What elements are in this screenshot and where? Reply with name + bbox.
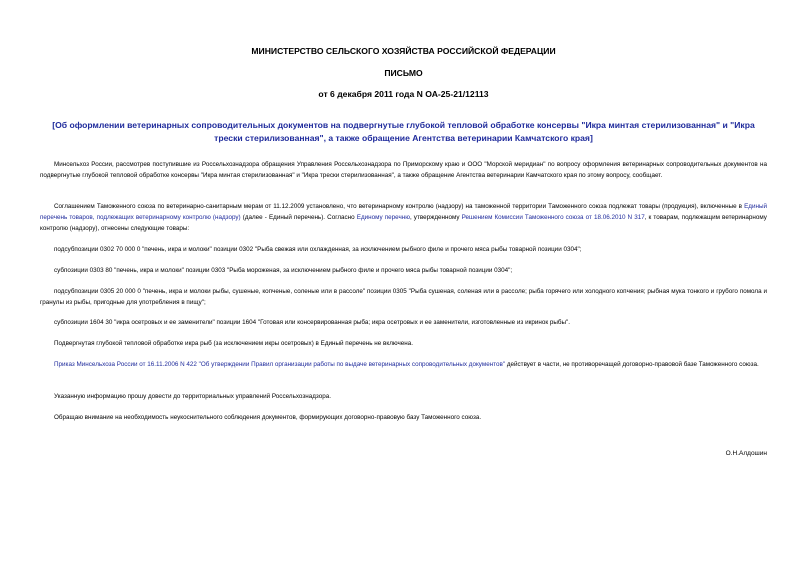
link-unified-list[interactable]: Единый перечень товаров, подлежащих ветеринарному контролю (надзору) xyxy=(40,203,767,221)
link-order-422[interactable]: Приказ Минсельхоза России от 16.11.2006 N 422 "Об утверждении Правил организации работы по выдаче ветеринарных сопроводительных документов" xyxy=(54,361,506,368)
list-item-0303: субпозиции 0303 80 "печень, икра и молоки" позиции 0303 "Рыба мороженая, за исключением рыбного филе и прочего мяса рыбы товарной позиции 0304"; xyxy=(54,267,513,274)
signature: О.Н.Алдошин xyxy=(725,450,767,457)
paragraph-instruction: Указанную информацию прошу довести до территориальных управлений Россельхознадзора. xyxy=(54,393,331,400)
link-commission-decision[interactable]: Решением Комиссии Таможенного союза от 18.06.2010 N 317 xyxy=(461,213,645,221)
document-subject: [Об оформлении ветеринарных сопроводительных документов на подвергнутые глубокой тепловой обработке консервы "Икра минтая стерилизованная" и "Икра трески стерилизованная", а также обращение Агентства ветеринарии Камчатского края] xyxy=(52,120,755,143)
list-item-1604: субпозиции 1604 30 "икра осетровых и ее заменители" позиции 1604 "Готовая или консервированная рыба; икра осетровых и ее заменители, изготовленные из икринок рыбы". xyxy=(54,319,570,326)
paragraph-order-text: действует в части, не противоречащей договорно-правовой базе Таможенного союза. xyxy=(505,361,759,368)
paragraph-attention: Обращаю внимание на необходимость неукоснительного соблюдения документов, формирующих договорно-правовую базу Таможенного союза. xyxy=(54,414,482,421)
paragraph-agreement xyxy=(40,202,767,234)
paragraph-agreement-text-b: (далее - Единый перечень). Согласно xyxy=(240,213,357,221)
paragraph-agreement-text-c: , утвержденному xyxy=(409,213,462,221)
paragraph-not-included: Подвергнутая глубокой тепловой обработке икра рыб (за исключением икры осетровых) в Единый перечень не включена. xyxy=(54,340,413,347)
paragraph-intro: Минсельхоз России, рассмотрев поступившие из Россельхознадзора обращения Управления Россельхознадзора по Приморскому краю и ООО "Морской меридиан" по вопросу оформления ветеринарных сопроводительных документов на подвергнутые глубокой тепловой обработке консервы "Икра минтая стерилизованная" и "Икра трески стерилизованная", а также обращение Агентства ветеринарии Камчатского края по этому вопросу, сообщает. xyxy=(40,161,767,179)
list-item-0302: подсубпозиции 0302 70 000 0 "печень, икра и молоки" позиции 0302 "Рыба свежая или охлажденная, за исключением рыбного филе и прочего мяса рыбы товарной позиции 0304"; xyxy=(54,246,582,253)
link-unified-list-short[interactable]: Единому перечню xyxy=(356,213,410,221)
paragraph-agreement-text-a: Соглашением Таможенного союза по ветеринарно-санитарным мерам от 11.12.2009 установлено, что ветеринарному контролю (надзору) на таможенной территории Таможенного союза подлежат товары (продукция), включенные в xyxy=(54,203,745,210)
list-item-0305: подсубпозиции 0305 20 000 0 "печень, икра и молоки рыбы, сушеные, копченые, соленые или в рассоле" позиции 0305 "Рыба сушеная, соленая или в рассоле; рыба горячего или холодного копчения; рыбная мука тонкого и грубого помола и гранулы из рыбы, пригодные для употребления в пищу"; xyxy=(40,288,767,306)
document-type: ПИСЬМО xyxy=(384,68,423,78)
paragraph-agreement-text-d: , к товарам, подлежащим ветеринарному контролю (надзору), отнесены следующие товары: xyxy=(40,213,767,232)
ministry-title: МИНИСТЕРСТВО СЕЛЬСКОГО ХОЗЯЙСТВА РОССИЙСКОЙ ФЕДЕРАЦИИ xyxy=(251,46,556,56)
document-date-number: от 6 декабря 2011 года N ОА-25-21/12113 xyxy=(318,89,489,99)
paragraph-order xyxy=(40,360,767,371)
